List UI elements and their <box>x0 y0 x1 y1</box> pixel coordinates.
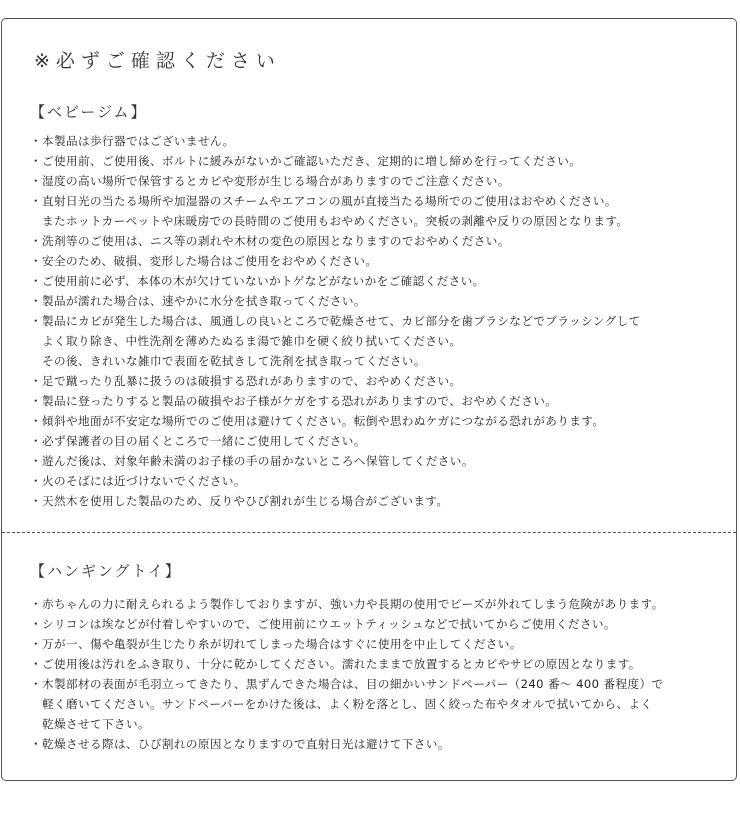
note-line: ・製品に登ったりすると製品の破損やお子様がケガをする恐れがありますので、おやめください。 <box>30 394 558 408</box>
section-heading-hanging-toy: 【ハンギングトイ】 <box>30 562 182 580</box>
notice-title: ※必ずご確認ください <box>34 50 281 72</box>
note-line: 乾燥させて下さい。 <box>30 717 150 731</box>
note-line: ・傾斜や地面が不安定な場所でのご使用は避けてください。転倒や思わぬケガにつながる恐れがあります。 <box>30 414 605 428</box>
note-line: 軽く磨いてください。サンドペーパーをかけた後は、よく粉を落とし、固く絞った布やタオルで拭いてから、よく <box>30 697 653 711</box>
note-line: ・火のそばには近づけないでください。 <box>30 474 246 488</box>
note-line: ・ご使用後は汚れをふき取り、十分に乾かしてください。濡れたままで放置するとカビやサビの原因となります。 <box>30 657 641 671</box>
note-line: ・赤ちゃんの力に耐えられるよう製作しておりますが、強い力や長期の使用でビーズが外れてしまう危険があります。 <box>30 597 664 611</box>
note-line: ・ご使用前に必ず、本体の木が欠けていないかトゲなどがないかをご確認ください。 <box>30 274 485 288</box>
note-line: ・直射日光の当たる場所や加湿器のスチームやエアコンの風が直接当たる場所でのご使用はおやめください。 <box>30 194 617 208</box>
note-line: ・ご使用前、ご使用後、ボルトに緩みがないかご確認いただき、定期的に増し締めを行ってください。 <box>30 154 582 168</box>
note-line: ・シリコンは埃などが付着しやすいので、ご使用前にウエットティッシュなどで拭いてからご使用ください。 <box>30 617 616 631</box>
note-line: ・製品にカビが発生した場合は、風通しの良いところで乾燥させて、カビ部分を歯ブラシなどでブラッシングして <box>30 314 641 328</box>
note-line: ・乾燥させる際は、ひび割れの原因となりますので直射日光は避けて下さい。 <box>30 737 450 751</box>
baby-gym-notes-list <box>30 131 641 511</box>
note-line: ・木製部材の表面が毛羽立ってきたり、黒ずんできた場合は、目の細かいサンドペーパー（240 番～ 400 番程度）で <box>30 677 664 691</box>
note-line: その後、きれいな雑巾で表面を乾拭きして洗剤を拭き取ってください。 <box>30 354 426 368</box>
section-heading-baby-gym: 【ベビージム】 <box>30 103 148 121</box>
note-line: ・本製品は歩行器ではございません。 <box>30 134 235 148</box>
note-line: よく取り除き、中性洗剤を薄めたぬるま湯で雑巾を硬く絞り拭いてください。 <box>30 334 462 348</box>
note-line: ・足で蹴ったり乱暴に扱うのは破損する恐れがありますので、おやめください。 <box>30 374 462 388</box>
section-divider <box>2 532 736 533</box>
note-line: ・製品が濡れた場合は、速やかに水分を拭き取ってください。 <box>30 294 366 308</box>
note-line: ・必ず保護者の目の届くところで一緒にご使用してください。 <box>30 434 366 448</box>
note-line: またホットカーペットや床暖房での長時間のご使用もおやめください。突板の剥離や反りの原因となります。 <box>30 214 629 228</box>
hanging-toy-notes-list <box>30 594 664 754</box>
note-line: ・安全のため、破損、変形した場合はご使用をおやめください。 <box>30 254 378 268</box>
note-line: ・天然木を使用した製品のため、反りやひび割れが生じる場合がございます。 <box>30 494 449 508</box>
note-line: ・万が一、傷や亀裂が生じたり糸が切れてしまった場合はすぐに使用を中止してください。 <box>30 637 522 651</box>
note-line: ・遊んだ後は、対象年齢未満のお子様の手の届かないところへ保管してください。 <box>30 454 474 468</box>
note-line: ・湿度の高い場所で保管するとカビや変形が生じる場合がありますのでご注意ください。 <box>30 174 510 188</box>
note-line: ・洗剤等のご使用は、ニス等の剥れや木材の変色の原因となりますのでおやめください。 <box>30 234 510 248</box>
